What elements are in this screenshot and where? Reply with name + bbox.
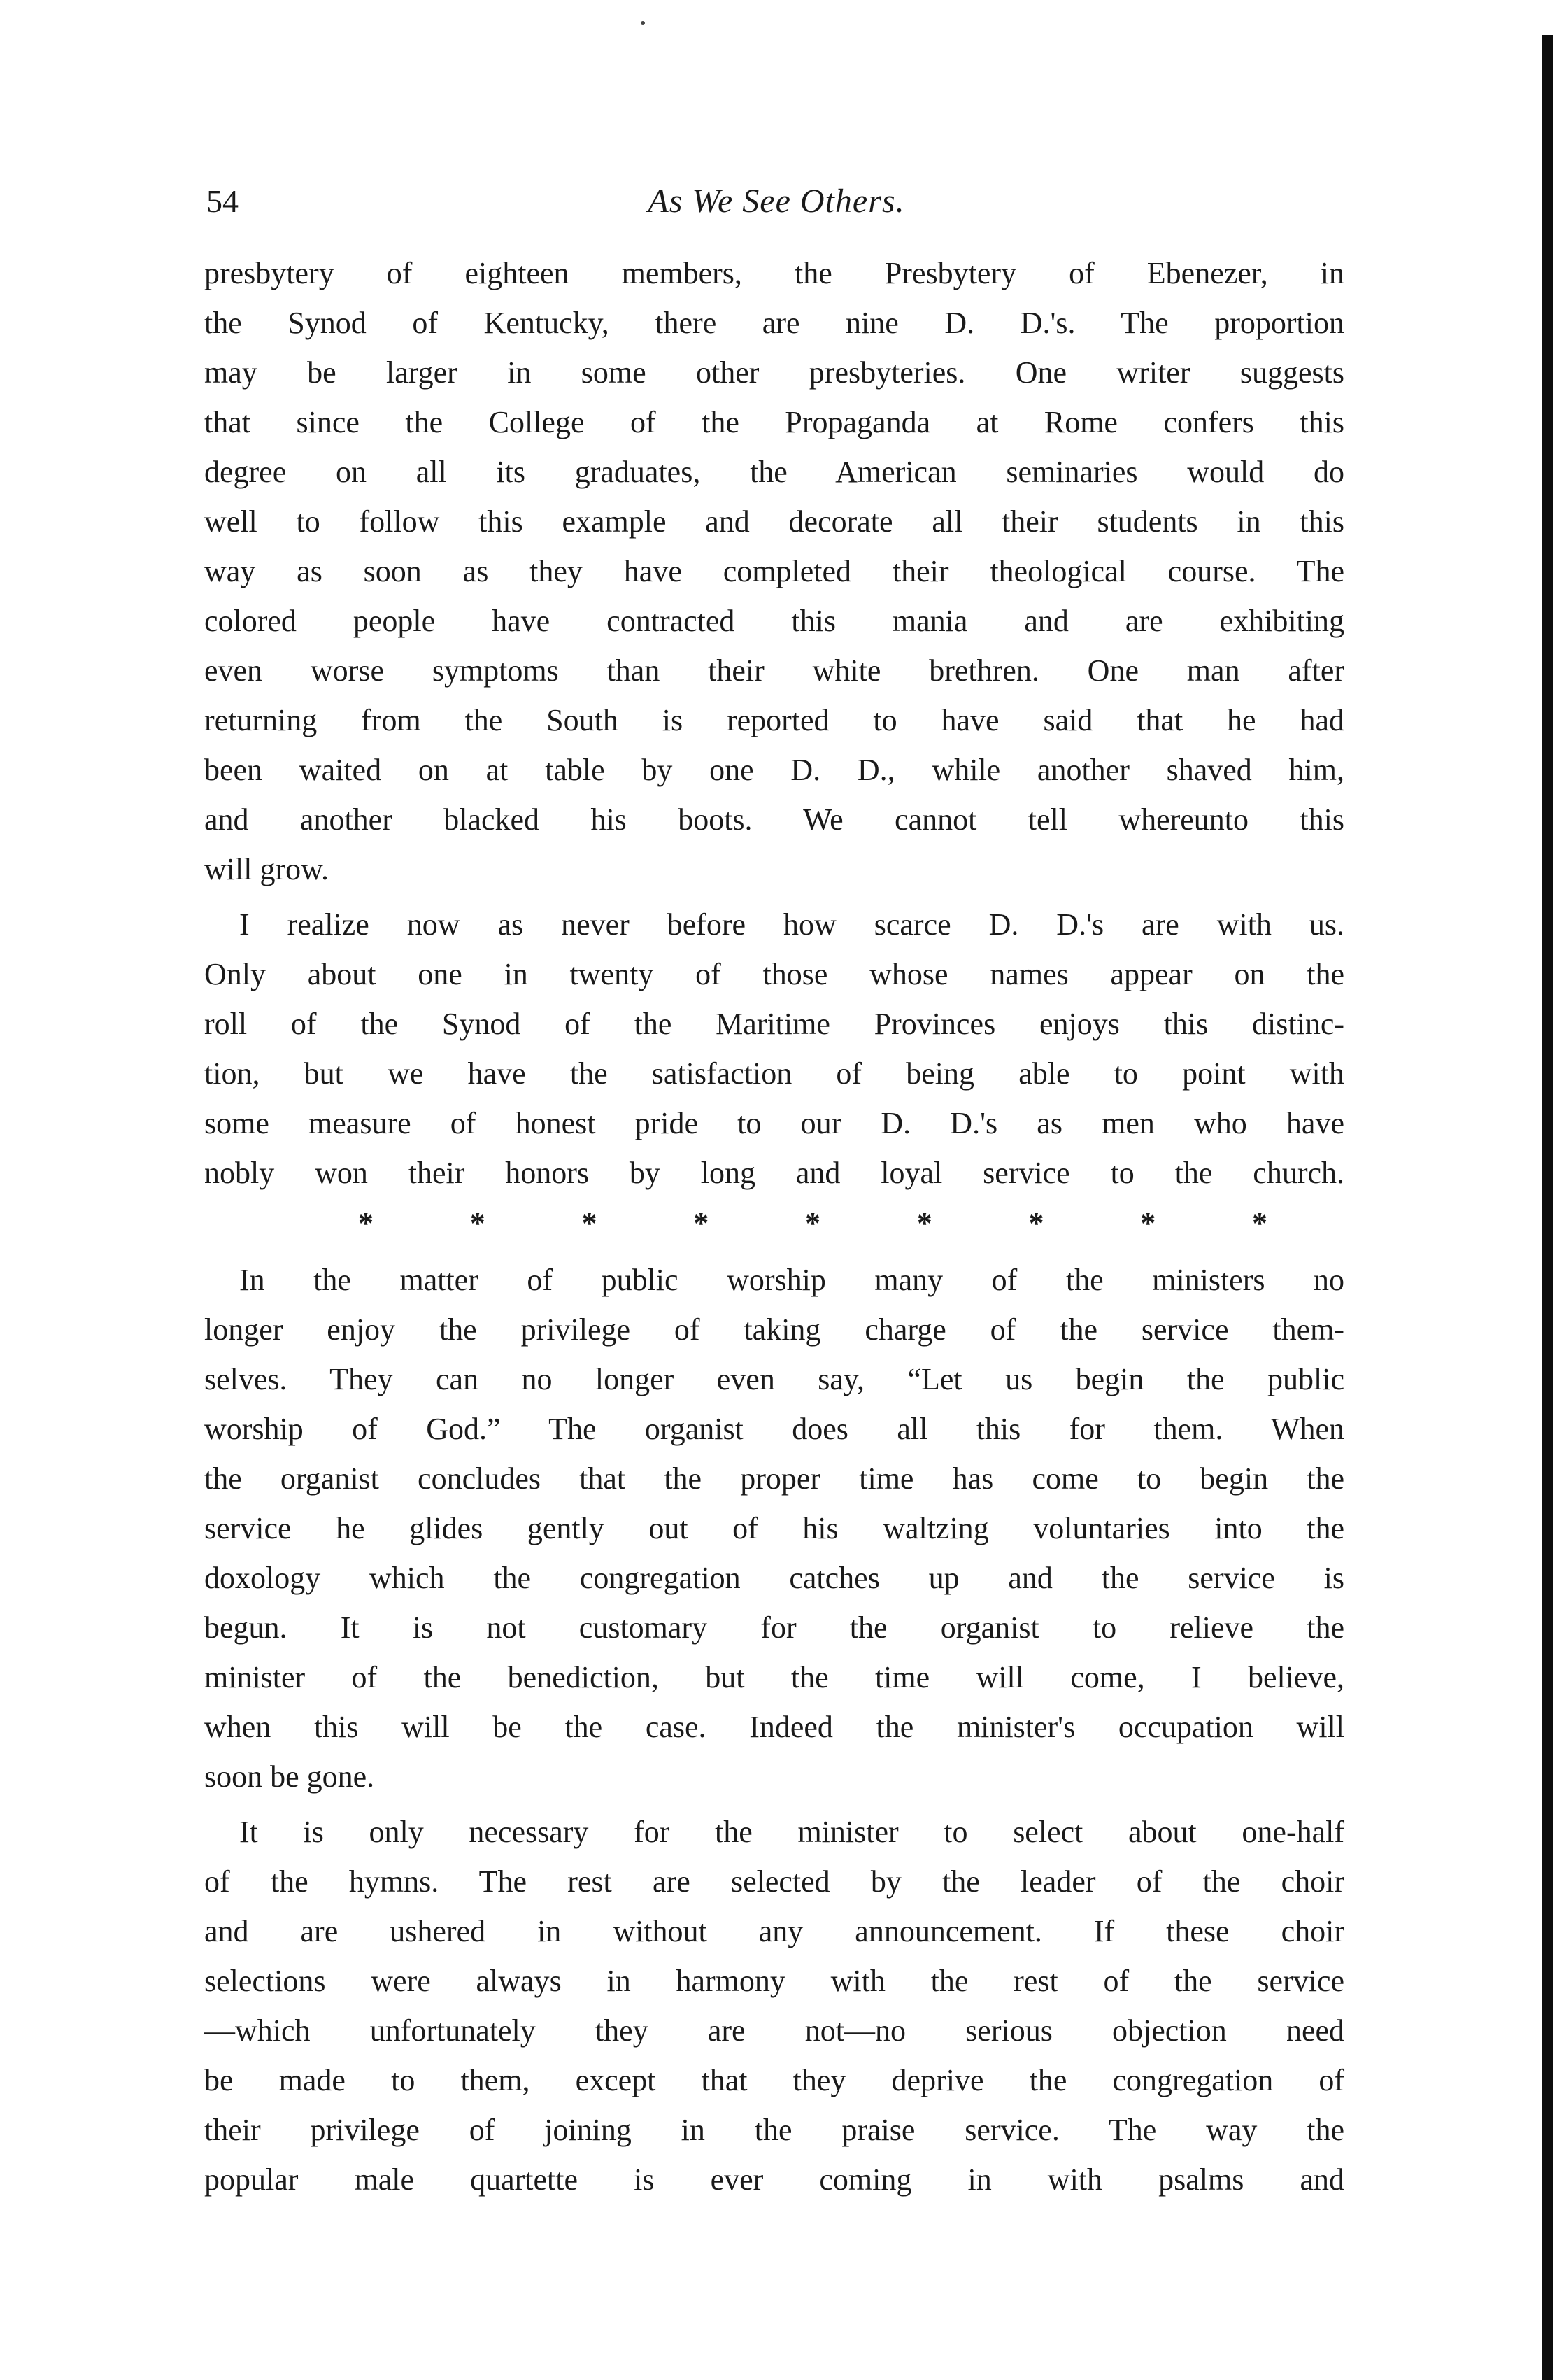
text-line: I realize now as never before how scarce D. D.'s are with us. xyxy=(239,907,1344,942)
text-line: tion, but we have the satisfaction of being able to point with xyxy=(204,1056,1344,1091)
text-line: selections were always in harmony with the rest of the service xyxy=(204,1964,1344,1998)
text-line: will grow. xyxy=(204,852,329,886)
asterisk: * xyxy=(581,1206,597,1240)
text-line: It is only necessary for the minister to select about one-half xyxy=(239,1815,1344,1849)
paragraph-dd-degrees xyxy=(204,248,1344,894)
text-line: of the hymns. The rest are selected by the leader of the choir xyxy=(204,1864,1344,1899)
asterisk: * xyxy=(1028,1206,1044,1240)
text-line: presbytery of eighteen members, the Presbytery of Ebenezer, in xyxy=(204,256,1344,290)
asterisk: * xyxy=(1140,1206,1156,1240)
running-title: As We See Others. xyxy=(648,183,905,220)
text-line: well to follow this example and decorate all their students in this xyxy=(204,504,1344,539)
asterisk: * xyxy=(469,1206,485,1240)
text-line: degree on all its graduates, the American seminaries would do xyxy=(204,455,1344,489)
text-line: may be larger in some other presbyteries. One writer suggests xyxy=(204,355,1344,390)
page-number: 54 xyxy=(206,183,239,219)
paragraph-scarce-dds xyxy=(204,900,1344,1198)
page-header xyxy=(206,173,1346,229)
text-line: selves. They can no longer even say, “Let us begin the public xyxy=(204,1362,1344,1396)
text-line: some measure of honest pride to our D. D.'s as men who have xyxy=(204,1106,1344,1140)
text-line: the organist concludes that the proper time has come to begin the xyxy=(204,1461,1344,1496)
asterisk: * xyxy=(916,1206,932,1240)
text-line: that since the College of the Propaganda at Rome confers this xyxy=(204,405,1344,439)
text-line: and another blacked his boots. We cannot tell whereunto this xyxy=(204,802,1344,837)
text-line: returning from the South is reported to have said that he had xyxy=(204,703,1344,737)
text-line: soon be gone. xyxy=(204,1759,375,1794)
text-line: the Synod of Kentucky, there are nine D. D.'s. The proportion xyxy=(204,306,1344,340)
ink-speck xyxy=(641,21,645,25)
text-line: doxology which the congregation catches up and the service is xyxy=(204,1561,1344,1595)
text-line: roll of the Synod of the Maritime Provinces enjoys this distinc- xyxy=(204,1007,1344,1041)
text-line: been waited on at table by one D. D., while another shaved him, xyxy=(204,753,1344,787)
asterisk: * xyxy=(1252,1206,1267,1240)
paragraph-public-worship xyxy=(204,1255,1344,1801)
page-edge-shadow xyxy=(1542,35,1553,2380)
text-line: minister of the benediction, but the time will come, I believe, xyxy=(204,1660,1344,1694)
text-line: Only about one in twenty of those whose names appear on the xyxy=(204,957,1344,991)
text-line: begun. It is not customary for the organist to relieve the xyxy=(204,1610,1344,1645)
text-line: and are ushered in without any announcement. If these choir xyxy=(204,1914,1344,1948)
text-line: when this will be the case. Indeed the minister's occupation will xyxy=(204,1710,1344,1744)
text-line: even worse symptoms than their white brethren. One man after xyxy=(204,653,1344,688)
text-line: be made to them, except that they deprive the congregation of xyxy=(204,2063,1344,2097)
body-text xyxy=(204,248,1344,2204)
section-separator xyxy=(358,1198,1267,1249)
text-line: way as soon as they have completed their theological course. The xyxy=(204,554,1344,588)
text-line: popular male quartette is ever coming in with psalms and xyxy=(204,2162,1344,2197)
text-line: —which unfortunately they are not—no serious objection need xyxy=(204,2013,1344,2048)
text-line: their privilege of joining in the praise service. The way the xyxy=(204,2113,1344,2147)
text-line: worship of God.” The organist does all this for them. When xyxy=(204,1412,1344,1446)
text-line: service he glides gently out of his waltzing voluntaries into the xyxy=(204,1511,1344,1545)
asterisk: * xyxy=(805,1206,820,1240)
text-line: In the matter of public worship many of the ministers no xyxy=(239,1263,1344,1297)
text-line: longer enjoy the privilege of taking charge of the service them- xyxy=(204,1312,1344,1347)
asterisk: * xyxy=(693,1206,709,1240)
asterisk: * xyxy=(358,1206,374,1240)
text-line: nobly won their honors by long and loyal service to the church. xyxy=(204,1156,1344,1190)
paragraph-hymns xyxy=(204,1807,1344,2204)
text-line: colored people have contracted this mania and are exhibiting xyxy=(204,604,1344,638)
